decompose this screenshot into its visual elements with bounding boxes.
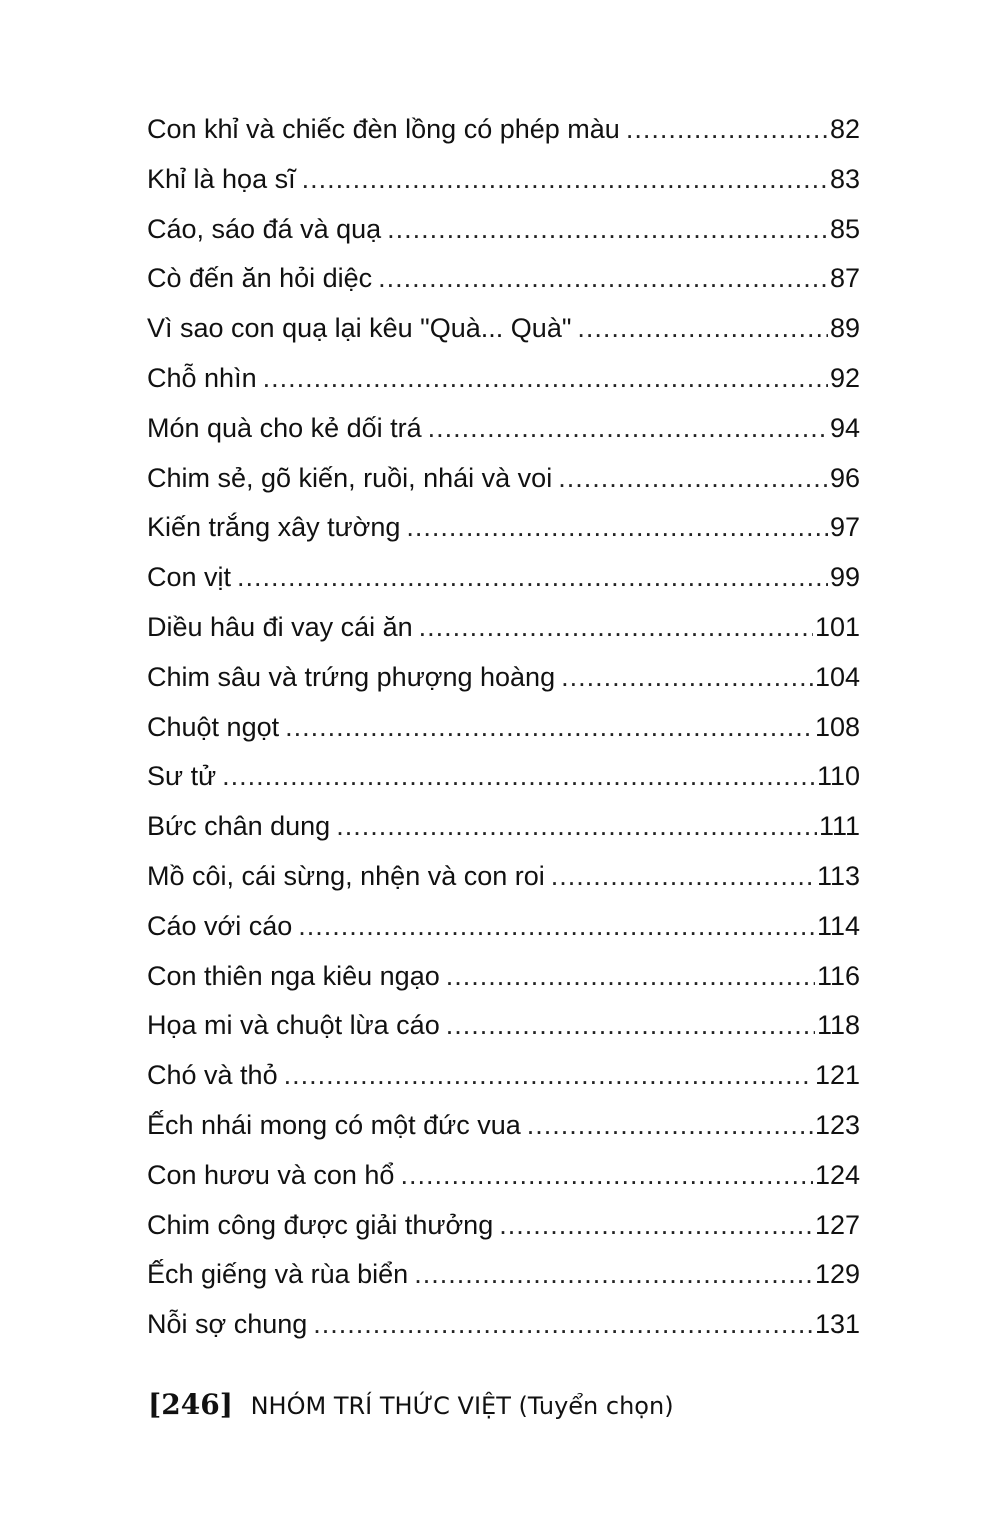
toc-entry-title: Vì sao con quạ lại kêu "Quà... Quà" bbox=[147, 313, 572, 344]
toc-entry-page-number: 124 bbox=[814, 1159, 860, 1190]
toc-entry bbox=[147, 603, 860, 653]
toc-dot-leader bbox=[284, 1051, 813, 1101]
toc-entry bbox=[147, 205, 860, 255]
toc-entry-title: Chó và thỏ bbox=[147, 1060, 278, 1091]
toc-dot-leader bbox=[446, 1001, 815, 1051]
toc-dot-leader bbox=[499, 1201, 813, 1251]
toc-entry bbox=[147, 254, 860, 304]
toc-entry bbox=[147, 1001, 860, 1051]
toc-entry-title: Cáo với cáo bbox=[147, 910, 293, 941]
toc-entry-page-number: 82 bbox=[829, 114, 860, 144]
toc-entry-page-number: 116 bbox=[816, 960, 860, 991]
toc-entry-title: Chim công được giải thưởng bbox=[147, 1209, 494, 1240]
toc-entry-page-number: 92 bbox=[829, 362, 860, 393]
toc-entry bbox=[147, 1250, 860, 1300]
toc-dot-leader bbox=[302, 155, 828, 205]
toc-entry bbox=[147, 155, 860, 205]
toc-entry bbox=[147, 553, 860, 603]
toc-dot-leader bbox=[378, 254, 828, 304]
toc-entry-title: Chim sâu và trứng phượng hoàng bbox=[147, 661, 556, 692]
toc-dot-leader bbox=[527, 1101, 813, 1151]
toc-dot-leader bbox=[406, 503, 828, 553]
toc-entry-page-number: 94 bbox=[829, 412, 860, 443]
toc-entry bbox=[147, 404, 860, 454]
toc-entry-title: Bức chân dung bbox=[147, 811, 331, 842]
toc-dot-leader bbox=[577, 304, 828, 354]
toc-dot-leader bbox=[285, 703, 813, 753]
toc-entry bbox=[147, 1101, 860, 1151]
toc-dot-leader bbox=[558, 454, 828, 504]
toc-entry-page-number: 85 bbox=[829, 213, 860, 244]
toc-dot-leader bbox=[428, 404, 828, 454]
toc-entry-title: Con thiên nga kiêu ngạo bbox=[147, 960, 440, 991]
table-of-contents bbox=[147, 105, 860, 1350]
toc-entry bbox=[147, 1051, 860, 1101]
toc-entry bbox=[147, 304, 860, 354]
toc-entry-title: Chim sẻ, gõ kiến, ruồi, nhái và voi bbox=[147, 462, 553, 493]
toc-entry-title: Chuột ngọt bbox=[147, 711, 280, 742]
toc-entry bbox=[147, 1300, 860, 1350]
toc-entry-title: Chỗ nhìn bbox=[147, 362, 257, 393]
toc-entry-page-number: 108 bbox=[814, 711, 860, 742]
toc-dot-leader bbox=[414, 1250, 813, 1300]
toc-entry bbox=[147, 1201, 860, 1251]
toc-entry-title: Mồ côi, cái sừng, nhện và con roi bbox=[147, 860, 545, 891]
toc-entry-title: Diều hâu đi vay cái ăn bbox=[147, 611, 413, 642]
toc-dot-leader bbox=[387, 205, 828, 255]
toc-entry-page-number: 121 bbox=[814, 1060, 860, 1091]
toc-dot-leader bbox=[263, 354, 828, 404]
toc-entry-page-number: 83 bbox=[829, 163, 860, 194]
toc-entry-page-number: 96 bbox=[829, 462, 860, 493]
toc-entry-page-number: 97 bbox=[829, 512, 860, 543]
toc-dot-leader bbox=[222, 752, 815, 802]
toc-entry bbox=[147, 1151, 860, 1201]
toc-entry bbox=[147, 752, 860, 802]
toc-entry-page-number: 131 bbox=[814, 1309, 860, 1340]
toc-dot-leader bbox=[336, 802, 817, 852]
toc-entry-title: Nỗi sợ chung bbox=[147, 1309, 308, 1340]
toc-entry-title: Cáo, sáo đá và quạ bbox=[147, 213, 382, 244]
toc-entry-title: Con khỉ và chiếc đèn lồng có phép màu bbox=[147, 114, 620, 144]
toc-entry-page-number: 114 bbox=[816, 910, 860, 941]
toc-entry-title: Con vịt bbox=[147, 562, 232, 593]
toc-entry bbox=[147, 454, 860, 504]
toc-entry bbox=[147, 354, 860, 404]
toc-entry-title: Món quà cho kẻ dối trá bbox=[147, 412, 422, 443]
toc-entry-title: Khỉ là họa sĩ bbox=[147, 163, 296, 194]
toc-entry-title: Ếch giếng và rùa biển bbox=[147, 1259, 409, 1290]
toc-dot-leader bbox=[237, 553, 828, 603]
toc-entry bbox=[147, 902, 860, 952]
toc-entry-page-number: 104 bbox=[814, 661, 860, 692]
toc-entry-page-number: 113 bbox=[816, 860, 860, 891]
footer-page-number: [246] bbox=[148, 1388, 233, 1421]
toc-entry bbox=[147, 802, 860, 852]
toc-dot-leader bbox=[626, 105, 828, 155]
page-footer bbox=[148, 1385, 674, 1426]
toc-entry-page-number: 101 bbox=[814, 611, 860, 642]
toc-dot-leader bbox=[298, 902, 815, 952]
toc-entry-page-number: 123 bbox=[814, 1109, 860, 1140]
toc-dot-leader bbox=[419, 603, 813, 653]
toc-entry-title: Sư tử bbox=[147, 761, 217, 792]
toc-entry-page-number: 87 bbox=[829, 263, 860, 294]
toc-dot-leader bbox=[551, 852, 815, 902]
toc-entry-title: Họa mi và chuột lừa cáo bbox=[147, 1010, 440, 1041]
toc-dot-leader bbox=[400, 1151, 813, 1201]
toc-entry bbox=[147, 703, 860, 753]
toc-dot-leader bbox=[313, 1300, 813, 1350]
toc-entry-page-number: 118 bbox=[816, 1010, 860, 1041]
footer-book-title: NHÓM TRÍ THỨC VIỆT (Tuyển chọn) bbox=[250, 1392, 674, 1420]
toc-entry bbox=[147, 852, 860, 902]
toc-entry-title: Ếch nhái mong có một đức vua bbox=[147, 1109, 521, 1140]
toc-entry bbox=[147, 105, 860, 155]
toc-entry bbox=[147, 653, 860, 703]
toc-entry-page-number: 129 bbox=[814, 1259, 860, 1290]
toc-entry-title: Con hươu và con hổ bbox=[147, 1159, 395, 1190]
toc-entry-page-number: 111 bbox=[818, 811, 860, 842]
toc-entry-page-number: 110 bbox=[816, 761, 860, 792]
toc-dot-leader bbox=[561, 653, 813, 703]
toc-entry bbox=[147, 952, 860, 1002]
toc-entry-page-number: 99 bbox=[829, 562, 860, 593]
toc-entry-page-number: 89 bbox=[829, 313, 860, 344]
toc-entry-title: Kiến trắng xây tường bbox=[147, 512, 401, 543]
toc-entry-title: Cò đến ăn hỏi diệc bbox=[147, 263, 373, 294]
toc-entry-page-number: 127 bbox=[814, 1209, 860, 1240]
toc-dot-leader bbox=[446, 952, 815, 1002]
toc-entry bbox=[147, 503, 860, 553]
